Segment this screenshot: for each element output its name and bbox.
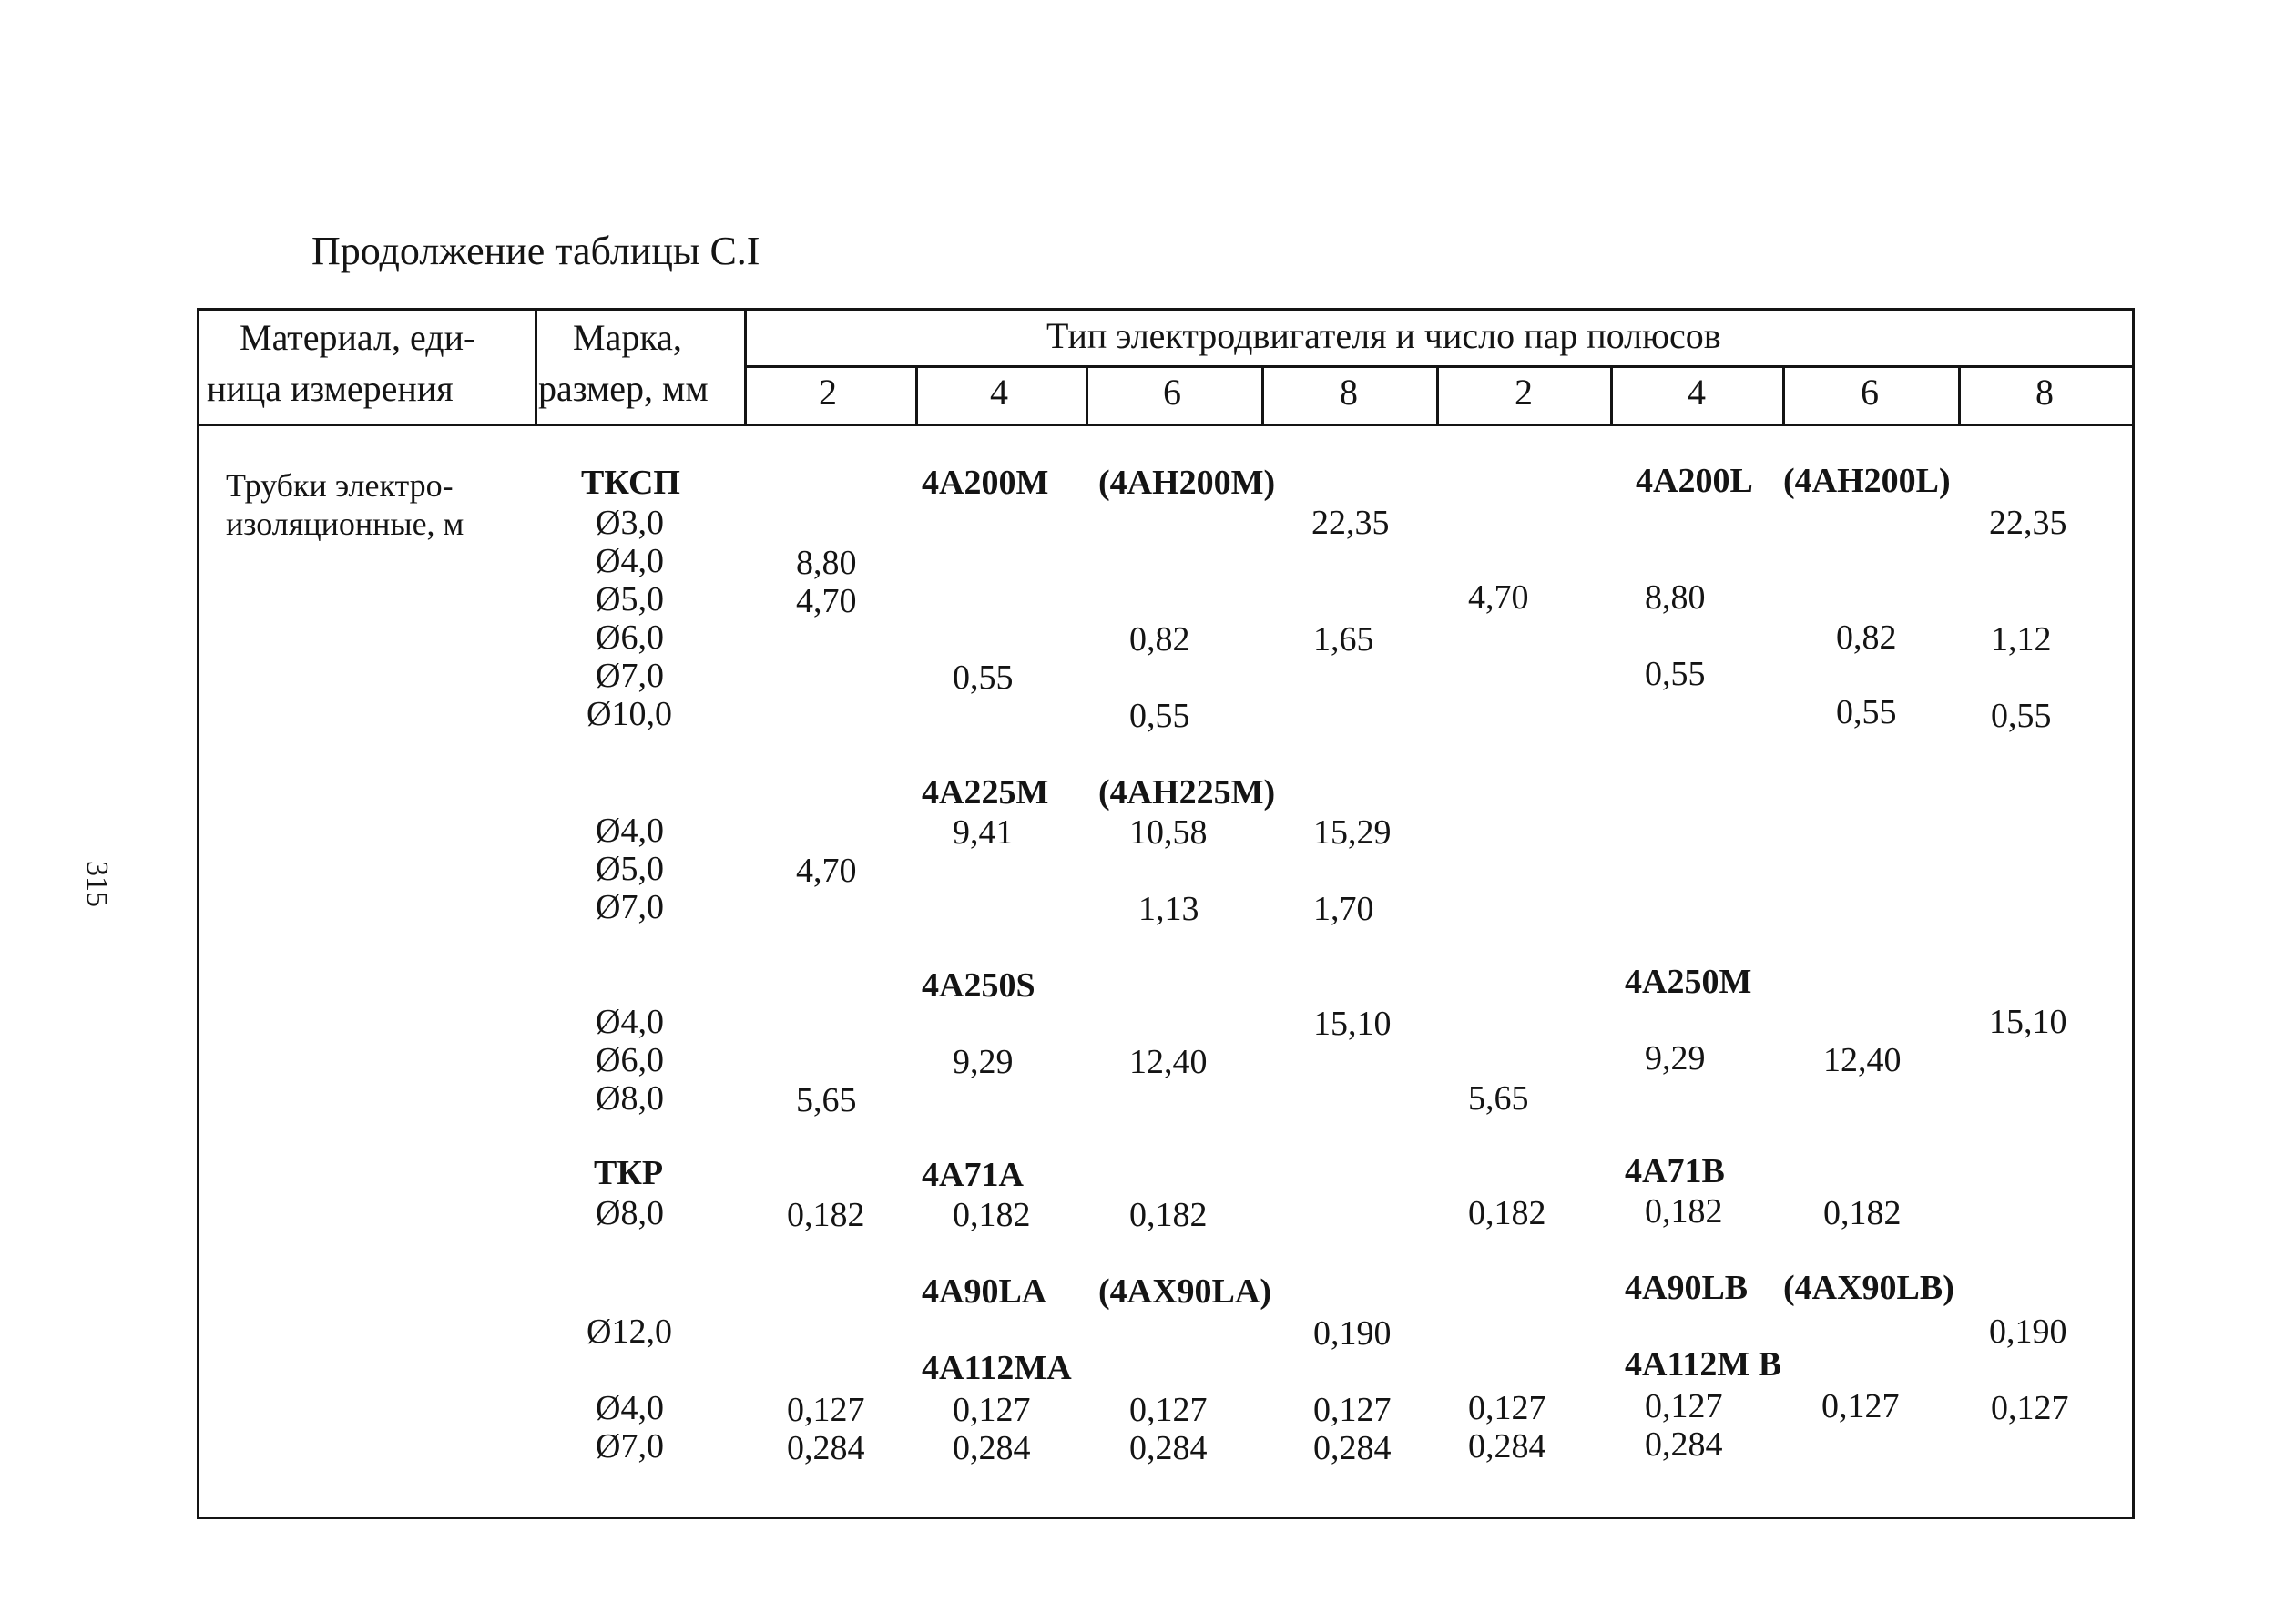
mark-label: ТКСП [581, 464, 680, 502]
value-cell: 22,35 [1989, 504, 2067, 542]
mark-label: ТКР [594, 1154, 664, 1192]
motor-type-label: 4А250S [922, 966, 1035, 1005]
header-mark: Марка, [573, 317, 682, 358]
value-cell: 0,284 [1129, 1429, 1208, 1467]
value-cell: 0,182 [1645, 1192, 1723, 1231]
value-cell: 5,65 [1468, 1079, 1529, 1118]
size-label: Ø4,0 [596, 812, 664, 850]
size-label: Ø3,0 [596, 504, 664, 542]
value-cell: 1,70 [1313, 890, 1374, 928]
motor-type-label: 4А90LВ [1625, 1269, 1749, 1307]
size-label: Ø7,0 [596, 1427, 664, 1466]
motor-type-label: 4А250М [1625, 963, 1752, 1001]
value-cell: 4,70 [1468, 578, 1529, 617]
value-cell: 8,80 [796, 544, 857, 582]
motor-type-label: (4АХ90LВ) [1783, 1269, 1954, 1307]
value-cell: 0,182 [953, 1196, 1031, 1234]
value-cell: 0,127 [1468, 1389, 1546, 1427]
col-divider [744, 311, 747, 424]
size-label: Ø7,0 [596, 888, 664, 926]
motor-type-label: 4А112М В [1625, 1345, 1782, 1384]
value-cell: 0,127 [953, 1391, 1031, 1429]
value-cell: 15,29 [1313, 813, 1392, 852]
value-cell: 0,182 [1823, 1194, 1902, 1232]
value-cell: 0,127 [1645, 1387, 1723, 1425]
value-cell: 1,12 [1991, 620, 2052, 659]
size-label: Ø6,0 [596, 1041, 664, 1079]
value-cell: 9,29 [1645, 1039, 1706, 1078]
material-label: изоляционные, м [226, 506, 464, 542]
motor-type-label: (4АН200М) [1098, 464, 1276, 502]
col-divider [1261, 365, 1264, 424]
size-label: Ø10,0 [587, 695, 672, 733]
header-pole-count: 2 [819, 372, 837, 413]
value-cell: 22,35 [1311, 504, 1390, 542]
value-cell: 1,13 [1138, 890, 1199, 928]
motor-type-label: 4А71В [1625, 1152, 1725, 1190]
motor-type-label: 4А200L [1636, 462, 1753, 500]
col-divider [535, 311, 537, 424]
col-divider [1610, 365, 1613, 424]
header-pole-count: 6 [1163, 372, 1181, 413]
table-caption: Продолжение таблицы С.I [311, 229, 760, 273]
header-pole-count: 2 [1515, 372, 1533, 413]
size-label: Ø4,0 [596, 1003, 664, 1041]
value-cell: 0,182 [1129, 1196, 1208, 1234]
size-label: Ø8,0 [596, 1079, 664, 1118]
size-label: Ø6,0 [596, 618, 664, 657]
value-cell: 0,182 [787, 1196, 865, 1234]
motor-type-label: 4А71А [922, 1156, 1024, 1194]
header-pole-count: 4 [990, 372, 1008, 413]
value-cell: 15,10 [1313, 1005, 1392, 1043]
motor-type-label: (4АН225М) [1098, 773, 1276, 812]
value-cell: 0,284 [953, 1429, 1031, 1467]
value-cell: 0,82 [1836, 618, 1897, 657]
value-cell: 0,284 [1645, 1425, 1723, 1464]
header-pole-count: 8 [2035, 372, 2054, 413]
col-divider [1086, 365, 1088, 424]
value-cell: 8,80 [1645, 578, 1706, 617]
header-pole-count: 8 [1340, 372, 1358, 413]
value-cell: 9,41 [953, 813, 1014, 852]
value-cell: 1,65 [1313, 620, 1374, 659]
header-material: ница измерения [207, 368, 454, 409]
value-cell: 0,127 [1313, 1391, 1392, 1429]
value-cell: 0,55 [1129, 697, 1190, 735]
size-label: Ø4,0 [596, 542, 664, 580]
page-number: 315 [80, 861, 114, 907]
value-cell: 0,190 [1313, 1314, 1392, 1353]
header-bottom-rule [199, 424, 2135, 426]
size-label: Ø5,0 [596, 580, 664, 618]
group-header-divider [747, 365, 2135, 368]
value-cell: 0,55 [1836, 693, 1897, 731]
value-cell: 5,65 [796, 1081, 857, 1119]
value-cell: 0,190 [1989, 1312, 2067, 1351]
value-cell: 0,55 [1991, 697, 2052, 735]
motor-type-label: (4АХ90LА) [1098, 1272, 1271, 1311]
value-cell: 0,127 [1991, 1389, 2069, 1427]
value-cell: 12,40 [1823, 1041, 1902, 1079]
value-cell: 15,10 [1989, 1003, 2067, 1041]
value-cell: 0,55 [1645, 655, 1706, 693]
size-label: Ø12,0 [587, 1312, 672, 1351]
value-cell: 12,40 [1129, 1043, 1208, 1081]
value-cell: 0,284 [787, 1429, 865, 1467]
size-label: Ø8,0 [596, 1194, 664, 1232]
value-cell: 4,70 [796, 582, 857, 620]
value-cell: 0,284 [1468, 1427, 1546, 1466]
value-cell: 0,82 [1129, 620, 1190, 659]
motor-type-label: 4А112МА [922, 1349, 1072, 1387]
value-cell: 0,55 [953, 659, 1014, 697]
col-divider [1436, 365, 1439, 424]
value-cell: 0,127 [787, 1391, 865, 1429]
value-cell: 0,127 [1129, 1391, 1208, 1429]
header-pole-count: 6 [1861, 372, 1879, 413]
header-material: Материал, еди- [240, 317, 476, 358]
value-cell: 0,127 [1821, 1387, 1900, 1425]
value-cell: 9,29 [953, 1043, 1014, 1081]
size-label: Ø7,0 [596, 657, 664, 695]
header-motor-type: Тип электродвигателя и число пар полюсов [1046, 315, 1721, 356]
header-pole-count: 4 [1688, 372, 1706, 413]
value-cell: 10,58 [1129, 813, 1208, 852]
motor-type-label: 4А225М [922, 773, 1049, 812]
size-label: Ø4,0 [596, 1389, 664, 1427]
header-mark: размер, мм [538, 368, 709, 409]
material-label: Трубки электро- [226, 467, 454, 504]
size-label: Ø5,0 [596, 850, 664, 888]
col-divider [1782, 365, 1785, 424]
motor-type-label: 4А90LА [922, 1272, 1047, 1311]
col-divider [1958, 365, 1961, 424]
motor-type-label: 4А200М [922, 464, 1049, 502]
value-cell: 4,70 [796, 852, 857, 890]
value-cell: 0,182 [1468, 1194, 1546, 1232]
motor-type-label: (4АН200L) [1783, 462, 1951, 500]
value-cell: 0,284 [1313, 1429, 1392, 1467]
col-divider [915, 365, 918, 424]
